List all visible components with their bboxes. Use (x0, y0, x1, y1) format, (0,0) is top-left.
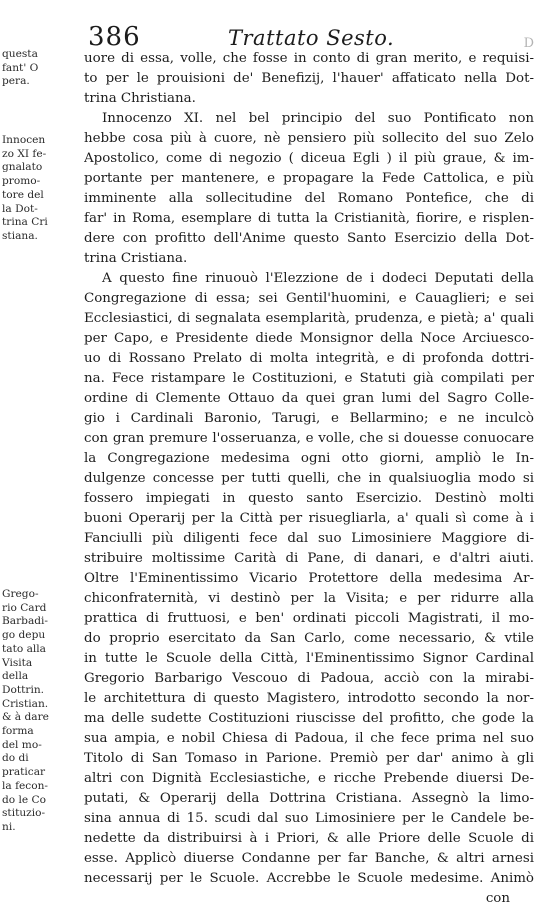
margin-note-line: go depu (2, 629, 46, 642)
margin-note-line: Innocen (2, 134, 46, 146)
text-line: dulgenze concesse per tutti quelli, che in qualsiuoglia modo si (84, 471, 534, 486)
text-line: far' in Roma, esemplare di tutta la Cristianità, fiorire, e risplen- (84, 211, 534, 226)
margin-note-line: gnalato (2, 161, 43, 174)
text-line: stribuire moltissime Carità di Pane, di danari, e d'altri aiuti. (84, 551, 534, 566)
margin-note-line: promo- (2, 175, 41, 188)
text-line: gio i Cardinali Baronio, Tarugi, e Bellarmino; e ne inculcò (84, 411, 534, 426)
text-line: sina annua di 15. scudi dal suo Limosiniere per le Candele be- (84, 811, 534, 826)
text-line: portante per mantenere, e propagare la Fede Cattolica, e più (84, 171, 534, 186)
text-line: Gregorio Barbarigo Vescouo di Padoua, acciò con la mirabi- (84, 671, 534, 686)
text-line: ordine di Clemente Ottauo da quei gran lumi del Sagro Colle- (84, 391, 534, 406)
text-line: chiconfraternità, vi destinò per la Visita; e per ridurre alla (84, 591, 534, 606)
running-head: Trattato Sesto. (228, 26, 395, 50)
margin-note-line: la Dot- (2, 202, 38, 215)
margin-note-line: forma (2, 725, 34, 738)
text-line: nedette da distribuirsi à i Priori, & alle Priore delle Scuole di (84, 831, 534, 846)
main-text-block (84, 49, 534, 909)
margin-note (2, 48, 62, 89)
margin-note (2, 134, 62, 244)
text-line: Ecclesiastici, di segnalata esemplarità, prudenza, e pietà; a' quali (84, 311, 534, 326)
text-line: hebbe cosa più à cuore, nè pensiero più sollecito del suo Zelo (84, 131, 534, 146)
text-line: con gran premure l'osseruanza, e volle, che si douesse conuocare (84, 431, 534, 446)
text-line: le architettura di questo Magistero, introdotto secondo la nor- (84, 691, 534, 706)
margin-note-line: Visita (2, 656, 33, 669)
margin-note-line: trina Cri (2, 216, 48, 229)
margin-note-line: pera. (2, 75, 30, 88)
text-line: esse. Applicò diuerse Condanne per far Banche, & altri arnesi (84, 851, 534, 866)
margin-note-line: & à dare (2, 711, 49, 724)
text-line: Titolo di San Tomaso in Parione. Premiò per dar' animo à gli (84, 751, 534, 766)
margin-note-line: Grego- (2, 588, 39, 600)
margin-note-line: tato alla (2, 642, 46, 655)
margin-note-line: Cristian. (2, 697, 49, 710)
text-line: na. Fece ristampare le Costituzioni, e Statuti già compilati per (84, 371, 534, 386)
show-through-letter: D (523, 36, 535, 51)
text-line: imminente alla sollecitudine del Romano Pontefice, che di (84, 191, 534, 206)
text-line: trina Cristiana. (84, 251, 188, 266)
text-line: la Congregazione medesima ogni otto giorni, ampliò le In- (84, 451, 534, 466)
text-line: altri con Dignità Ecclesiastiche, e ricche Prebende diuersi De- (84, 771, 534, 786)
margin-note-line: praticar (2, 766, 46, 779)
text-line: uo di Rossano Prelato di molta integrità, e di profonda dottri- (84, 351, 534, 366)
text-line: buoni Operarij per la Città per risuegliarla, a' quali sì come à i (84, 511, 534, 526)
margin-note-line: stituzio- (2, 807, 46, 820)
margin-note-line: della (2, 670, 29, 683)
margin-note-line: do le Co (2, 793, 47, 806)
text-line: Congregazione di essa; sei Gentil'huomini, e Cauaglieri; e sei (84, 291, 534, 306)
text-line: fossero impiegati in questo santo Esercizio. Destinò molti (84, 491, 534, 506)
margin-note-line: ni. (2, 820, 16, 833)
margin-note-line: stiana. (2, 229, 38, 242)
text-line: to per le prouisioni de' Benefizij, l'hauer' affaticato nella Dot- (84, 71, 534, 86)
margin-note-line: Barbadi- (2, 615, 49, 628)
page-number: 386 (88, 22, 141, 52)
text-line: in tutte le Scuole della Città, l'Eminentissimo Signor Cardinal (84, 651, 534, 666)
catchword: con (485, 891, 510, 906)
text-line: Fanciulli più diligenti fece dal suo Limosiniere Maggiore di- (84, 531, 534, 546)
margin-note (2, 588, 62, 835)
text-line: uore di essa, volle, che fosse in conto di gran merito, e requisi- (84, 51, 534, 66)
margin-note-line: questa (2, 48, 38, 60)
margin-note-line: tore del (2, 188, 44, 201)
text-line: Oltre l'Eminentissimo Vicario Protettore della medesima Ar- (84, 571, 534, 586)
margin-note-line: zo XI fe- (2, 147, 47, 160)
text-line: do proprio esercitato da San Carlo, come necessario, & vtile (84, 631, 534, 646)
margin-note-line: rio Card (2, 601, 47, 614)
text-line: ma delle sudette Costituzioni riuscisse del profitto, che gode la (84, 711, 534, 726)
margin-note-line: do di (2, 752, 29, 765)
text-line: putati, & Operarij della Dottrina Cristiana. Assegnò la limo- (84, 791, 534, 806)
text-line: necessarij per le Scuole. Accrebbe le Scuole medesime. Animò (84, 871, 534, 886)
text-line: dere con profitto dell'Anime questo Santo Esercizio della Dot- (84, 231, 534, 246)
text-line: sua ampia, e nobil Chiesa di Padoua, il che fece prima nel suo (84, 731, 534, 746)
paragraph-start-line: Innocenzo XI. nel bel principio del suo Pontificato non (102, 111, 534, 126)
text-line: Apostolico, come di negozio ( diceua Egli ) il più graue, & im- (84, 151, 534, 166)
margin-note-line: la fecon- (2, 779, 48, 792)
margin-note-line: del mo- (2, 738, 42, 751)
paragraph-start-line: A questo fine rinuouò l'Elezzione de i dodeci Deputati della (102, 271, 534, 286)
text-line: per Capo, e Presidente diede Monsignor della Noce Arciuesco- (84, 331, 534, 346)
text-line: prattica di fruttuosi, e ben' ordinati piccoli Magistrati, il mo- (84, 611, 534, 626)
margin-note-line: Dottrin. (2, 683, 45, 696)
text-line: trina Christiana. (84, 91, 196, 106)
margin-note-line: fant' O (2, 61, 39, 74)
